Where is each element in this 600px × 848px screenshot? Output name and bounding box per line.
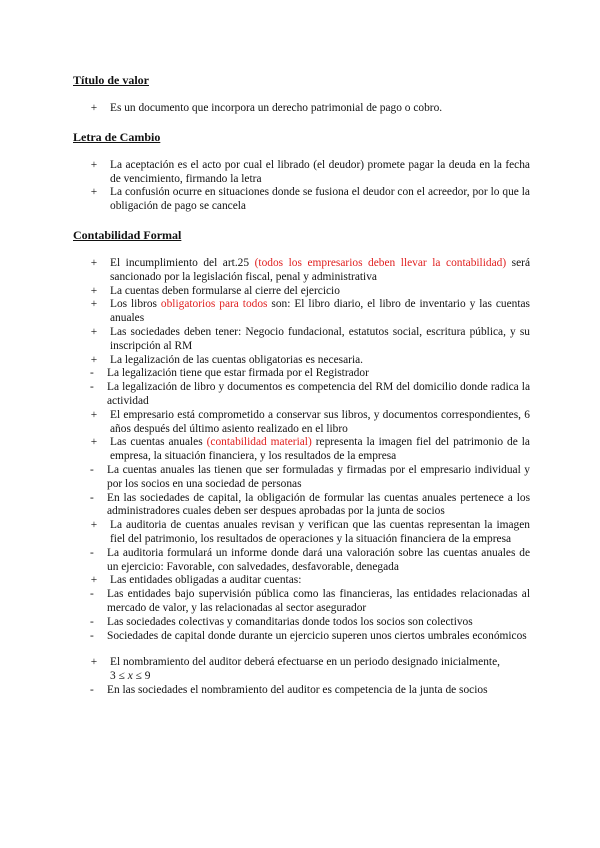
list-item [73,409,530,437]
section-letra-de-cambio [73,130,530,214]
sub-list-item [73,616,530,630]
math-inequality [110,670,150,682]
list-item [73,298,530,326]
sub-list-item [73,547,530,575]
spacer [73,643,530,656]
item-text: El empresario está comprometido a conservar sus libros, y documentos correspondientes, 6 años después del último asiento realizado en el libro [110,408,530,435]
math-upper: 9 [144,670,151,683]
sub-item-text: Las sociedades colectivas y comanditarias donde todos los socios son colectivos [107,615,473,628]
plus-bullet-icon: + [90,656,98,669]
item-text: La legalización de las cuentas obligatorias es necesaria. [110,353,364,366]
dash-bullet-icon: - [90,683,94,696]
list-item [73,159,530,187]
plus-bullet-icon: + [90,436,98,449]
sub-item-text: En las sociedades el nombramiento del auditor es competencia de la junta de socios [107,683,488,696]
dash-bullet-icon: - [90,367,94,380]
dash-bullet-icon: - [90,615,94,628]
dash-bullet-icon: - [90,546,94,559]
math-le-symbol: ≤ [118,670,125,683]
sub-item-text: La legalización de libro y documentos es competencia del RM del domicilio donde radica la actividad [107,381,530,407]
sub-item-text: Sociedades de capital donde durante un ejercicio superen unos ciertos umbrales económicos [107,629,527,642]
item-text: Los libros [110,298,161,311]
plus-bullet-icon: + [90,256,98,269]
sub-list-item [73,492,530,520]
sub-list-item [73,630,530,644]
item-text: representa la imagen fiel del patrimonio de la empresa, la situación financiera, y los resultados de la empresa [110,436,530,463]
sub-list-item [73,464,530,492]
sub-list [73,684,530,698]
list-item [73,285,530,299]
dash-bullet-icon: - [90,463,94,476]
math-variable: x [127,670,133,683]
plus-bullet-icon: + [90,298,98,311]
plus-bullet-icon: + [90,574,98,587]
item-text: son: El libro diario, el libro de inventario y las cuentas anuales [110,298,530,325]
plus-bullet-icon: + [90,102,98,114]
sub-list-item [73,367,530,381]
sub-item-text: Las entidades bajo supervisión pública como las financieras, las entidades relacionadas al mercado de valor, y las relacionadas al sector asegurador [107,588,530,614]
sub-list-item [73,381,530,409]
math-le-symbol: ≤ [135,670,142,683]
plus-bullet-icon: + [90,284,98,297]
plus-bullet-icon: + [90,353,98,366]
plus-bullet-icon: + [90,519,98,532]
item-text: Las entidades obligadas a auditar cuentas: [110,574,302,587]
highlighted-text: obligatorios para todos [160,298,268,311]
item-text: Es un documento que incorpora un derecho patrimonial de pago o cobro. [110,102,443,114]
item-text: El incumplimiento del art.25 [110,256,255,269]
highlighted-text: (contabilidad material) [206,436,312,449]
plus-bullet-icon: + [90,186,98,199]
list-item [73,656,530,684]
math-lower: 3 [110,670,116,683]
sub-list [73,464,530,519]
section-titulo-de-valor [73,73,530,116]
list-item [73,326,530,354]
item-text: La confusión ocurre en situaciones donde se fusiona el deudor con el acreedor, por lo que la obligación de pago se cancela [110,186,530,213]
item-text: Las cuentas anuales [110,436,207,449]
item-text: La auditoria de cuentas anuales revisan y verifican que las cuentas representan la imagen fiel del patrimonio, los resultados de operaciones y la situación financiera de la empresa [110,519,530,545]
dash-bullet-icon: - [90,381,94,394]
plus-bullet-icon: + [90,158,98,171]
list-item [73,257,530,285]
sub-list [73,547,530,575]
list-item [73,519,530,547]
list-item [73,436,530,464]
sub-item-text: La auditoria formulará un informe donde dará una valoración sobre las cuentas anuales de un ejercicio: Favorable, con salvedades, desfavorable, denegada [107,546,530,573]
section-heading: Letra de Cambio [73,129,161,144]
dash-bullet-icon: - [90,491,94,504]
section-heading: Contabilidad Formal [73,227,182,242]
plus-bullet-icon: + [90,408,98,421]
list-item [73,574,530,588]
section-heading: Título de valor [73,73,150,87]
sub-item-text: La legalización tiene que estar firmada por el Registrador [107,367,369,380]
section-contabilidad-formal [73,228,530,698]
sub-item-text: La cuentas anuales las tienen que ser formuladas y firmadas por el empresario individual y por los socios en una sociedad de personas [107,463,530,490]
list-item [73,354,530,368]
item-text: Las sociedades deben tener: Negocio fundacional, estatutos social, escritura pública, y su inscripción al RM [110,325,530,352]
item-text: La aceptación es el acto por cual el librado (el deudor) promete pagar la deuda en la fecha de vencimiento, firmando la letra [110,158,530,185]
sub-list [73,367,530,408]
plus-bullet-icon: + [90,325,98,338]
sub-list-item [73,588,530,616]
dash-bullet-icon: - [90,588,94,601]
sub-item-text: En las sociedades de capital, la obligación de formular las cuentas anuales pertenece a los administradores cuales deben ser despues aprobadas por la junta de socios [107,491,530,518]
sub-list-item [73,684,530,698]
highlighted-text: (todos los empresarios deben llevar la contabilidad) [254,256,507,269]
list-item [73,186,530,214]
item-text: El nombramiento del auditor deberá efectuarse en un periodo designado inicialmente, [110,656,500,669]
item-text: La cuentas deben formularse al cierre del ejercicio [110,284,340,297]
list-item [73,102,530,116]
sub-list [73,588,530,643]
dash-bullet-icon: - [90,629,94,642]
item-text: será sancionado por la legislación fiscal, penal y administrativa [110,256,531,283]
